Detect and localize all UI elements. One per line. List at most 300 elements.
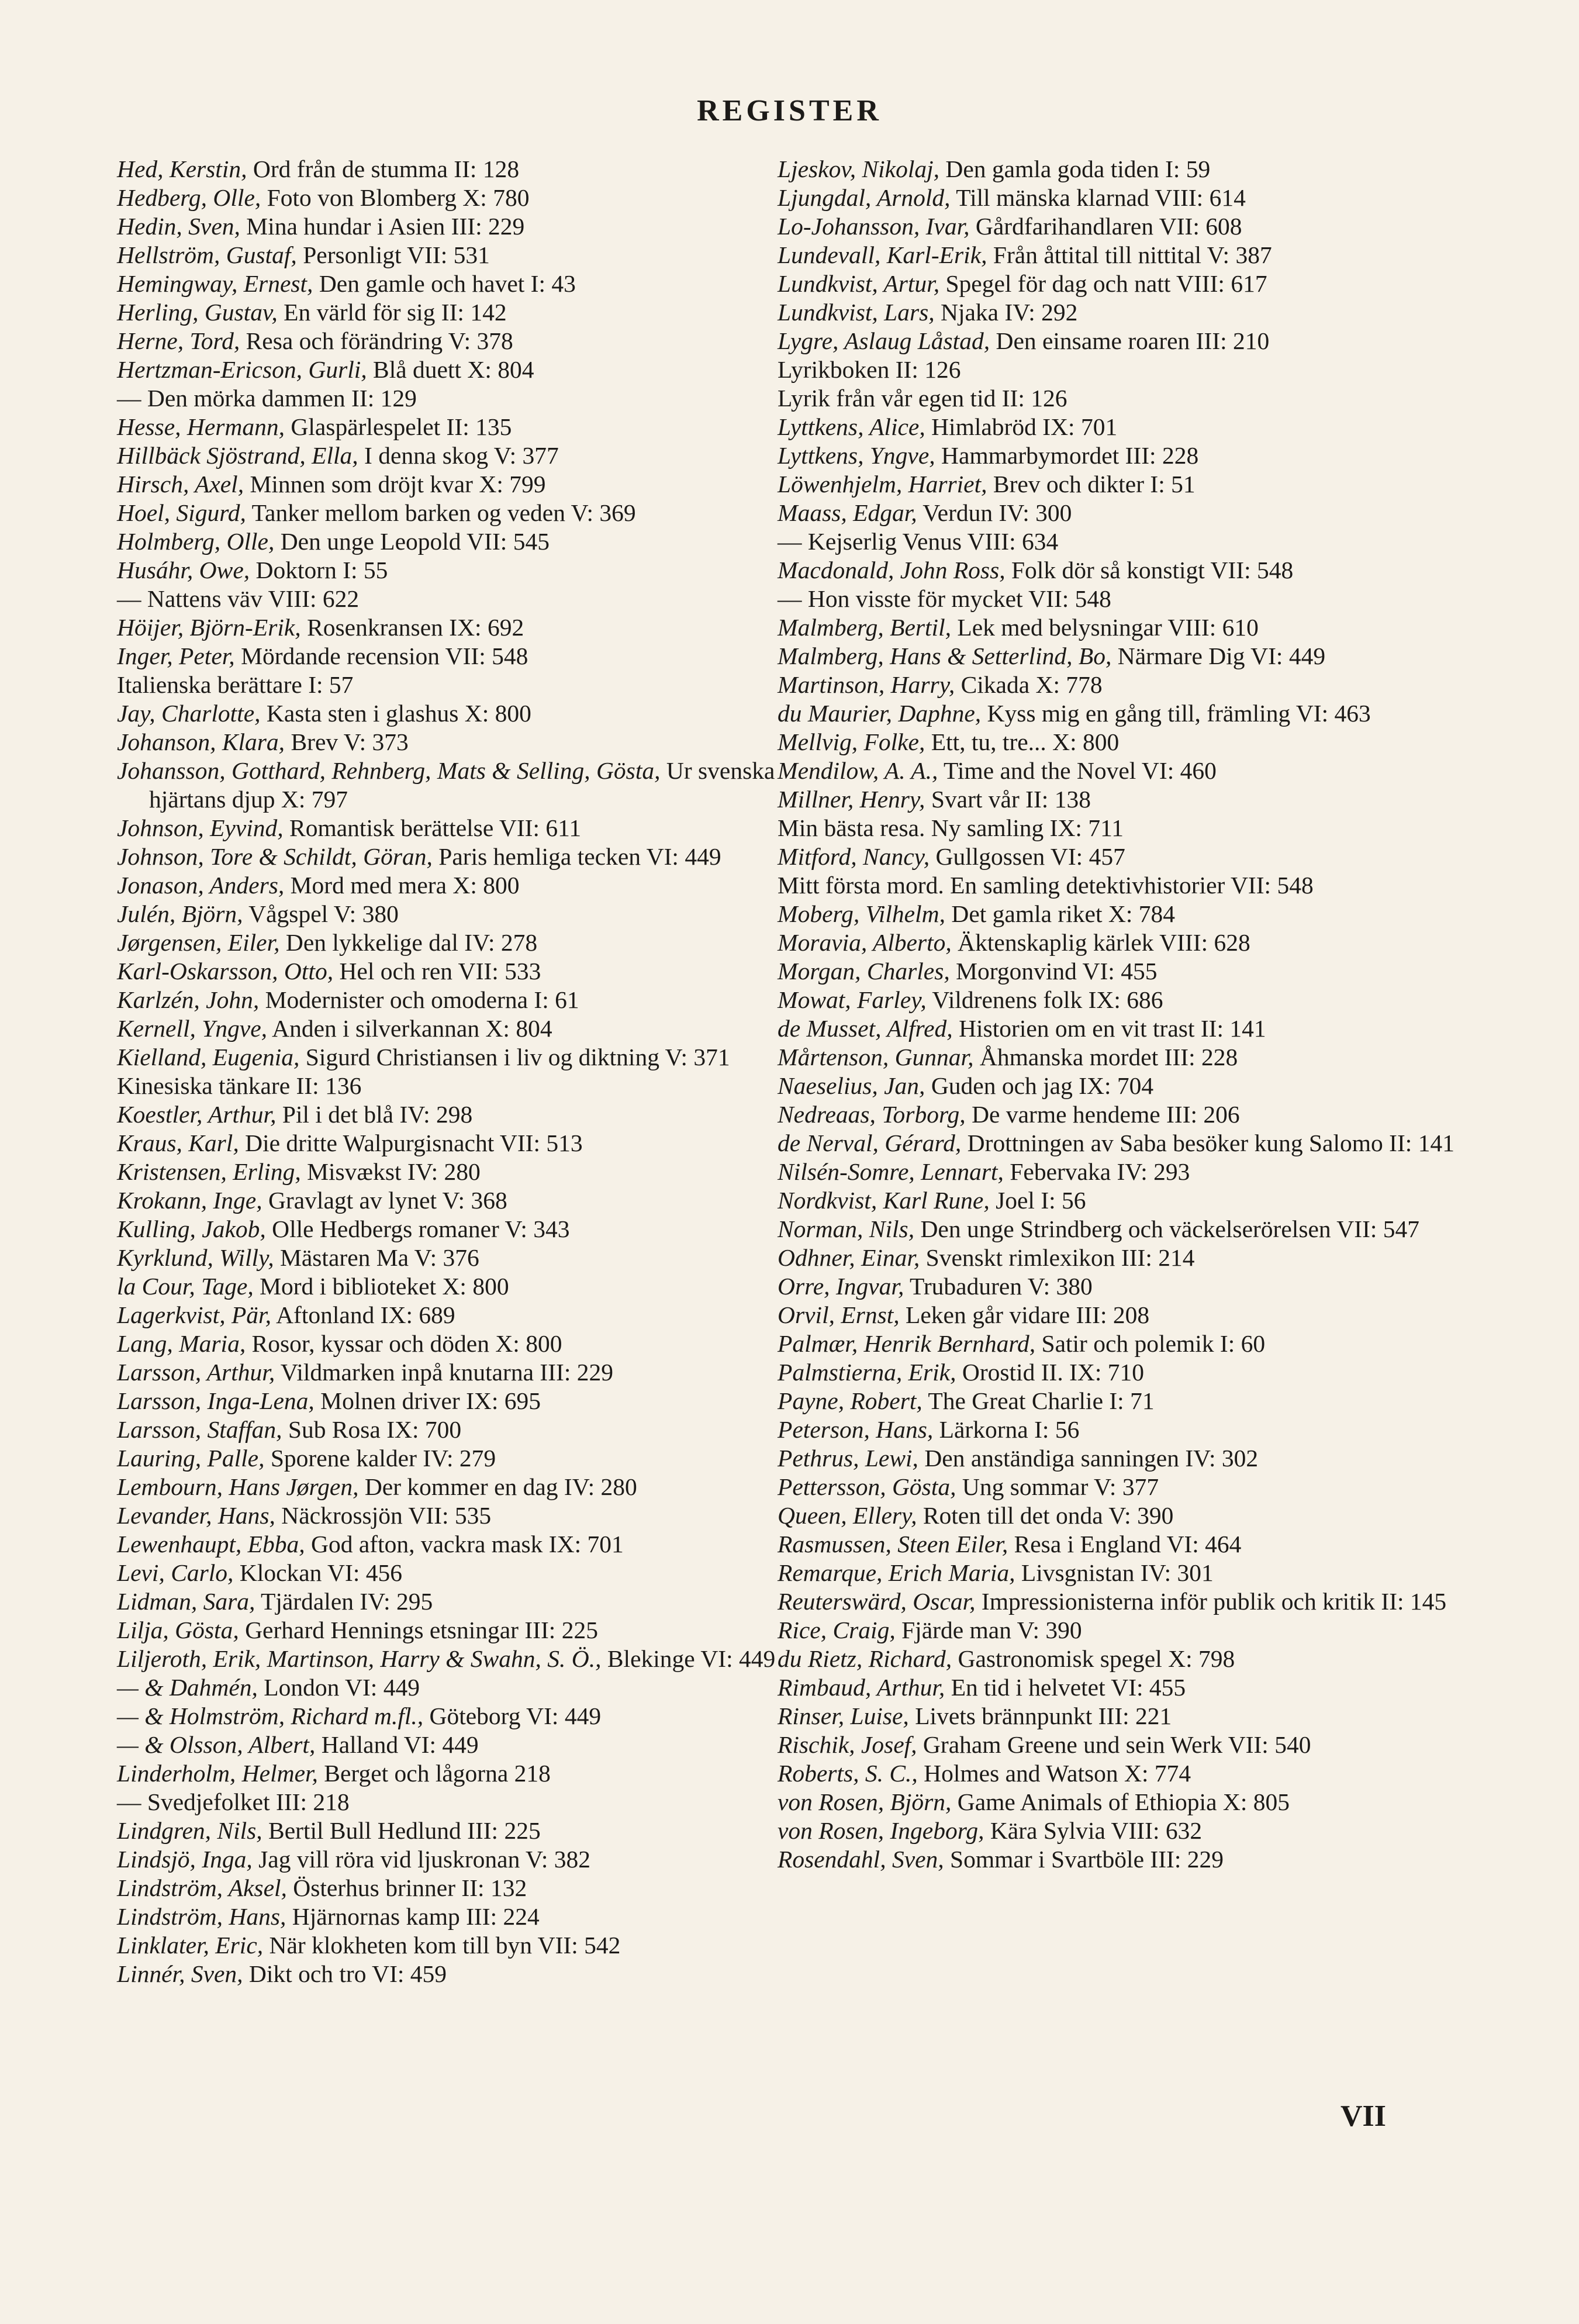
index-entry: [778, 1673, 1464, 1702]
author-name: Linderholm, Helmer,: [117, 1760, 318, 1787]
entry-title-reference: Morgonvind VI: 455: [956, 958, 1158, 985]
index-entry: [117, 527, 804, 556]
entry-title-reference: Halland VI: 449: [321, 1731, 479, 1758]
entry-title-reference: Klockan VI: 456: [239, 1559, 402, 1586]
author-name: Palmstierna, Erik,: [778, 1359, 956, 1386]
index-entry: [117, 355, 804, 384]
index-entry: [117, 241, 804, 270]
author-name: Odhner, Einar,: [778, 1244, 920, 1271]
author-name: Nedreaas, Torborg,: [778, 1101, 966, 1128]
author-name: Hellström, Gustaf,: [117, 241, 297, 268]
entry-title-reference: Der kommer en dag IV: 280: [364, 1473, 637, 1500]
index-entry: [778, 1158, 1464, 1186]
entry-title-reference: Bertil Bull Hedlund III: 225: [268, 1817, 541, 1844]
index-entry: [778, 728, 1464, 757]
author-name: Reuterswärd, Oscar,: [778, 1588, 976, 1615]
entry-title-reference: Himlabröd IX: 701: [931, 413, 1118, 440]
entry-title-reference: Kära Sylvia VIII: 632: [990, 1817, 1203, 1844]
author-name: Morgan, Charles,: [778, 958, 950, 985]
index-entry: [117, 757, 804, 814]
index-entry: [117, 1415, 804, 1444]
entry-title-reference: Mitt första mord. En samling detektivhistorier VII: 548: [778, 872, 1314, 899]
index-entry: [778, 556, 1464, 585]
author-name: Löwenhjelm, Harriet,: [778, 471, 987, 498]
author-name: Mellvig, Folke,: [778, 728, 925, 755]
entry-title-reference: Fjärde man V: 390: [901, 1617, 1082, 1643]
author-name: Hillbäck Sjöstrand, Ella,: [117, 442, 358, 469]
entry-title-reference: Gerhard Hennings etsningar III: 225: [245, 1617, 598, 1643]
author-name: du Rietz, Richard,: [778, 1645, 952, 1672]
index-entry: [117, 384, 804, 413]
entry-title-reference: Molnen driver IX: 695: [320, 1387, 541, 1414]
left-index-column: [117, 155, 804, 1988]
author-name: von Rosen, Björn,: [778, 1788, 952, 1815]
author-name: Lygre, Aslaug Låstad,: [778, 327, 990, 354]
author-name: Jonason, Anders,: [117, 872, 285, 899]
author-name: Queen, Ellery,: [778, 1502, 917, 1529]
entry-title-reference: Ett, tu, tre... X: 800: [931, 728, 1120, 755]
entry-title-reference: Dikt och tro VI: 459: [248, 1960, 447, 1987]
index-entry: [117, 155, 804, 184]
entry-title-reference: Tanker mellom barken og veden V: 369: [251, 499, 636, 526]
author-name: Lang, Maria,: [117, 1330, 246, 1357]
entry-title-reference: Rosor, kyssar och döden X: 800: [251, 1330, 562, 1357]
author-name: Payne, Robert,: [778, 1387, 922, 1414]
entry-title-reference: Hammarbymordet III: 228: [941, 442, 1199, 469]
index-entry: [117, 1902, 804, 1931]
author-name: Linklater, Eric,: [117, 1932, 264, 1959]
entry-title-reference: Time and the Novel VI: 460: [944, 757, 1217, 784]
entry-title-reference: Aftonland IX: 689: [276, 1301, 455, 1328]
index-entry: [117, 1559, 804, 1587]
author-name: Norman, Nils,: [778, 1215, 915, 1242]
author-name: Ljeskov, Nikolaj,: [778, 156, 940, 182]
index-entry: [117, 957, 804, 986]
index-entry: [117, 613, 804, 642]
index-entry: [117, 556, 804, 585]
entry-title-reference: Spegel för dag och natt VIII: 617: [945, 270, 1267, 297]
entry-title-reference: Resa och förändring V: 378: [246, 327, 513, 354]
index-entry: [778, 1645, 1464, 1673]
index-entry: [117, 1931, 804, 1960]
entry-title-reference: Drottningen av Saba besöker kung Salomo II: 141: [967, 1130, 1454, 1156]
entry-title-reference: Näckrossjön VII: 535: [281, 1502, 492, 1529]
entry-title-reference: Till mänska klarnad VIII: 614: [956, 184, 1246, 211]
index-entry: [117, 1072, 804, 1100]
index-entry: [778, 441, 1464, 470]
index-entry: [117, 212, 804, 241]
entry-title-reference: Vildmarken inpå knutarna III: 229: [280, 1359, 613, 1386]
author-name: Lidman, Sara,: [117, 1588, 255, 1615]
entry-title-reference: En värld för sig II: 142: [284, 299, 507, 326]
author-name: Lilja, Gösta,: [117, 1617, 239, 1643]
index-entry: [778, 1301, 1464, 1330]
entry-title-reference: När klokheten kom till byn VII: 542: [269, 1932, 621, 1959]
entry-title-reference: Lyrikboken II: 126: [778, 356, 961, 383]
author-name: Rosendahl, Sven,: [778, 1846, 944, 1873]
entry-title-reference: Graham Greene und sein Werk VII: 540: [922, 1731, 1311, 1758]
author-name: von Rosen, Ingeborg,: [778, 1817, 984, 1844]
index-entry: [117, 470, 804, 499]
entry-title-reference: Misvækst IV: 280: [307, 1158, 481, 1185]
index-entry: [117, 1587, 804, 1616]
entry-title-reference: Impressionisterna inför publik och kritik II: 145: [981, 1588, 1447, 1615]
entry-title-reference: Leken går vidare III: 208: [906, 1301, 1150, 1328]
index-entry: [778, 1272, 1464, 1301]
author-name: Husáhr, Owe,: [117, 557, 250, 583]
index-entry: [117, 1960, 804, 1988]
entry-title-reference: — Nattens väv VIII: 622: [117, 585, 360, 612]
index-entry: [117, 1788, 804, 1817]
author-name: Moravia, Alberto,: [778, 929, 952, 956]
index-entry: [778, 1501, 1464, 1530]
index-entry: [117, 1645, 804, 1673]
author-name: Levi, Carlo,: [117, 1559, 234, 1586]
entry-title-reference: Ung sommar V: 377: [962, 1473, 1159, 1500]
index-entry: [117, 1673, 804, 1702]
index-entry: [778, 1530, 1464, 1559]
author-name: Lyttkens, Alice,: [778, 413, 925, 440]
author-name: Julén, Björn,: [117, 900, 243, 927]
index-entry: [778, 1616, 1464, 1645]
entry-title-reference: Hel och ren VII: 533: [339, 958, 541, 985]
author-name: Maass, Edgar,: [778, 499, 917, 526]
entry-title-reference: Livsgnistan IV: 301: [1021, 1559, 1214, 1586]
author-name: la Cour, Tage,: [117, 1273, 254, 1300]
entry-title-reference: Sporene kalder IV: 279: [270, 1445, 496, 1472]
entry-title-reference: Brev och dikter I: 51: [993, 471, 1196, 498]
entry-title-reference: Cikada X: 778: [960, 671, 1103, 698]
entry-title-reference: Doktorn I: 55: [255, 557, 388, 583]
index-entry: [117, 1301, 804, 1330]
author-name: Remarque, Erich Maria,: [778, 1559, 1015, 1586]
index-entry: [778, 1702, 1464, 1731]
author-name: Karl-Oskarsson, Otto,: [117, 958, 334, 985]
index-entry: [117, 1272, 804, 1301]
right-index-column: [778, 155, 1464, 1874]
index-entry: [117, 1702, 804, 1731]
author-name: Liljeroth, Erik, Martinson, Harry & Swahn, S. Ö.,: [117, 1645, 602, 1672]
entry-title-reference: Hjärnornas kamp III: 224: [292, 1903, 540, 1930]
entry-title-reference: I denna skog V: 377: [364, 442, 559, 469]
index-entry: [117, 1845, 804, 1874]
index-entry: [117, 842, 804, 871]
index-entry: [778, 413, 1464, 441]
entry-title-reference: Det gamla riket X: 784: [951, 900, 1175, 927]
index-entry: [117, 1244, 804, 1272]
index-entry: [778, 1072, 1464, 1100]
index-entry: [778, 613, 1464, 642]
entry-title-reference: Göteborg VI: 449: [429, 1703, 602, 1729]
author-name: Rischik, Josef,: [778, 1731, 917, 1758]
index-entry: [778, 699, 1464, 728]
author-name: Nordkvist, Karl Rune,: [778, 1187, 990, 1214]
index-entry: [778, 1559, 1464, 1587]
entry-title-reference: Österhus brinner II: 132: [293, 1874, 527, 1901]
index-entry: [778, 241, 1464, 270]
author-name: Roberts, S. C.,: [778, 1760, 918, 1787]
entry-title-reference: London VI: 449: [264, 1674, 420, 1701]
page-header: REGISTER: [697, 94, 882, 127]
index-entry: [117, 1530, 804, 1559]
entry-title-reference: Livets brännpunkt III: 221: [915, 1703, 1172, 1729]
author-name: Orvil, Ernst,: [778, 1301, 900, 1328]
author-name: Larsson, Arthur,: [117, 1359, 275, 1386]
entry-title-reference: Sub Rosa IX: 700: [288, 1416, 462, 1443]
entry-title-reference: Kinesiska tänkare II: 136: [117, 1072, 362, 1099]
entry-title-reference: Lärkorna I: 56: [939, 1416, 1080, 1443]
index-entry: [117, 1129, 804, 1158]
entry-title-reference: Från åttital till nittital V: 387: [993, 241, 1272, 268]
entry-title-reference: Paris hemliga tecken VI: 449: [438, 843, 721, 870]
author-name: Larsson, Inga-Lena,: [117, 1387, 315, 1414]
author-name: Martinson, Harry,: [778, 671, 955, 698]
entry-title-reference: Febervaka IV: 293: [1010, 1158, 1190, 1185]
entry-title-reference: Romantisk berättelse VII: 611: [289, 814, 582, 841]
author-name: Nilsén-Somre, Lennart,: [778, 1158, 1004, 1185]
author-name: Johansson, Gotthard, Rehnberg, Mats & Selling, Gösta,: [117, 757, 661, 784]
entry-title-reference: Den unge Leopold VII: 545: [280, 528, 550, 555]
author-name: Linnér, Sven,: [117, 1960, 243, 1987]
entry-title-reference: Åhmanska mordet III: 228: [979, 1044, 1238, 1071]
entry-title-reference: Jag vill röra vid ljuskronan V: 382: [258, 1846, 590, 1873]
entry-title-reference: Den anständiga sanningen IV: 302: [924, 1445, 1259, 1472]
author-name: Lundkvist, Lars,: [778, 299, 935, 326]
index-entry: [117, 327, 804, 355]
entry-title-reference: — Den mörka dammen II: 129: [117, 385, 417, 412]
author-name: Ljungdal, Arnold,: [778, 184, 951, 211]
author-name: Macdonald, John Ross,: [778, 557, 1006, 583]
index-entry: [778, 1759, 1464, 1788]
author-name: Jay, Charlotte,: [117, 700, 261, 727]
index-entry: [117, 1330, 804, 1358]
author-name: Johnson, Tore & Schildt, Göran,: [117, 843, 433, 870]
index-entry: [117, 1616, 804, 1645]
entry-title-reference: Orostid II. IX: 710: [962, 1359, 1145, 1386]
entry-title-reference: Gårdfarihandlaren VII: 608: [975, 213, 1242, 240]
entry-title-reference: Personligt VII: 531: [303, 241, 490, 268]
index-entry: [117, 814, 804, 842]
entry-title-reference: — Hon visste för mycket VII: 548: [778, 585, 1111, 612]
index-entry: [778, 270, 1464, 298]
index-entry: [117, 1817, 804, 1845]
index-entry: [117, 642, 804, 671]
index-entry: [117, 1759, 804, 1788]
entry-title-reference: Den unge Strindberg och väckelserörelsen VII: 547: [920, 1215, 1420, 1242]
entry-title-reference: Mord i biblioteket X: 800: [260, 1273, 509, 1300]
entry-title-reference: God afton, vackra mask IX: 701: [310, 1531, 624, 1558]
entry-title-reference: Roten till det onda V: 390: [922, 1502, 1174, 1529]
author-name: Hemingway, Ernest,: [117, 270, 313, 297]
index-entry: [778, 1043, 1464, 1072]
entry-title-reference: Äktenskaplig kärlek VIII: 628: [958, 929, 1250, 956]
author-name: Rimbaud, Arthur,: [778, 1674, 945, 1701]
index-entry: [117, 184, 804, 212]
entry-title-reference: Mina hundar i Asien III: 229: [246, 213, 525, 240]
author-name: Lauring, Palle,: [117, 1445, 265, 1472]
author-name: — & Dahmén,: [117, 1674, 258, 1701]
index-entry: [117, 1387, 804, 1415]
entry-title-reference: Gullgossen VI: 457: [935, 843, 1125, 870]
index-entry: [778, 1731, 1464, 1759]
author-name: Rice, Craig,: [778, 1617, 896, 1643]
entry-title-reference: Min bästa resa. Ny samling IX: 711: [778, 814, 1124, 841]
entry-title-reference: Resa i England VI: 464: [1014, 1531, 1242, 1558]
author-name: Pethrus, Lewi,: [778, 1445, 918, 1472]
author-name: Johnson, Eyvind,: [117, 814, 284, 841]
index-entry: [778, 785, 1464, 814]
author-name: Mowat, Farley,: [778, 986, 927, 1013]
author-name: Palmær, Henrik Bernhard,: [778, 1330, 1036, 1357]
author-name: Lindgren, Nils,: [117, 1817, 262, 1844]
author-name: Kernell, Yngve,: [117, 1015, 268, 1042]
entry-title-reference: Pil i det blå IV: 298: [282, 1101, 473, 1128]
index-entry: [778, 1444, 1464, 1473]
entry-title-reference: Lek med belysningar VIII: 610: [957, 614, 1259, 641]
entry-title-reference: Mästaren Ma V: 376: [279, 1244, 479, 1271]
author-name: Kristensen, Erling,: [117, 1158, 301, 1185]
index-entry: [117, 1731, 804, 1759]
author-name: Hesse, Hermann,: [117, 413, 285, 440]
entry-title-reference: Brev V: 373: [291, 728, 409, 755]
entry-title-reference: Lyrik från vår egen tid II: 126: [778, 385, 1067, 412]
index-entry: [117, 871, 804, 900]
entry-title-reference: Blekinge VI: 449: [607, 1645, 776, 1672]
author-name: Malmberg, Hans & Setterlind, Bo,: [778, 643, 1112, 669]
index-entry: [778, 1129, 1464, 1158]
entry-title-reference: En tid i helvetet VI: 455: [951, 1674, 1186, 1701]
index-entry: [117, 1501, 804, 1530]
author-name: Inger, Peter,: [117, 643, 235, 669]
author-name: Peterson, Hans,: [778, 1416, 934, 1443]
author-name: Larsson, Staffan,: [117, 1416, 282, 1443]
index-entry: [778, 1330, 1464, 1358]
index-entry: [778, 928, 1464, 957]
author-name: Levander, Hans,: [117, 1502, 275, 1529]
author-name: Höijer, Björn-Erik,: [117, 614, 301, 641]
author-name: Johanson, Klara,: [117, 728, 285, 755]
index-entry: [778, 1014, 1464, 1043]
entry-title-reference: Vildrenens folk IX: 686: [932, 986, 1163, 1013]
author-name: de Nerval, Gérard,: [778, 1130, 962, 1156]
author-name: — & Holmström, Richard m.fl.,: [117, 1703, 424, 1729]
entry-title-reference: — Kejserlig Venus VIII: 634: [778, 528, 1059, 555]
entry-title-reference: Blå duett X: 804: [373, 356, 534, 383]
entry-title-reference: Guden och jag IX: 704: [931, 1072, 1154, 1099]
index-entry: [778, 355, 1464, 384]
entry-title-reference: Folk dör så konstigt VII: 548: [1011, 557, 1294, 583]
entry-title-reference: Mördande recension VII: 548: [241, 643, 528, 669]
author-name: du Maurier, Daphne,: [778, 700, 982, 727]
index-entry: [117, 928, 804, 957]
entry-title-reference: Verdun IV: 300: [922, 499, 1072, 526]
index-entry: [117, 900, 804, 928]
author-name: Lagerkvist, Pär,: [117, 1301, 271, 1328]
entry-title-reference: Italienska berättare I: 57: [117, 671, 354, 698]
entry-title-reference: Holmes and Watson X: 774: [924, 1760, 1191, 1787]
index-entry: [117, 1215, 804, 1244]
index-entry: [778, 1358, 1464, 1387]
author-name: Mårtenson, Gunnar,: [778, 1044, 974, 1071]
entry-title-reference: Sigurd Christiansen i liv og diktning V: 371: [305, 1044, 730, 1071]
author-name: Hedin, Sven,: [117, 213, 240, 240]
index-entry: [778, 1215, 1464, 1244]
index-entry: [117, 1158, 804, 1186]
entry-title-reference: Gravlagt av lynet V: 368: [268, 1187, 507, 1214]
entry-title-reference: Berget och lågorna 218: [324, 1760, 551, 1787]
index-entry: [117, 270, 804, 298]
index-entry: [778, 814, 1464, 842]
author-name: Kraus, Karl,: [117, 1130, 239, 1156]
index-entry: [778, 1788, 1464, 1817]
index-entry: [117, 413, 804, 441]
index-entry: [778, 1587, 1464, 1616]
author-name: Kyrklund, Willy,: [117, 1244, 274, 1271]
index-entry: [778, 1415, 1464, 1444]
entry-title-reference: Ord från de stumma II: 128: [253, 156, 520, 182]
index-entry: [778, 957, 1464, 986]
author-name: Jørgensen, Eiler,: [117, 929, 280, 956]
author-name: Mitford, Nancy,: [778, 843, 930, 870]
index-entry: [117, 728, 804, 757]
entry-title-reference: Njaka IV: 292: [941, 299, 1078, 326]
index-entry: [117, 1874, 804, 1902]
page-number: VII: [1340, 2099, 1386, 2133]
entry-title-reference: Game Animals of Ethiopia X: 805: [957, 1788, 1290, 1815]
author-name: Lyttkens, Yngve,: [778, 442, 935, 469]
index-entry: [778, 1244, 1464, 1272]
index-entry: [117, 699, 804, 728]
entry-title-reference: Den gamle och havet I: 43: [319, 270, 576, 297]
entry-title-reference: Rosenkransen IX: 692: [307, 614, 524, 641]
author-name: Hirsch, Axel,: [117, 471, 244, 498]
author-name: Lindström, Hans,: [117, 1903, 286, 1930]
author-name: Millner, Henry,: [778, 786, 925, 813]
author-name: Rinser, Luise,: [778, 1703, 909, 1729]
entry-title-reference: Sommar i Svartböle III: 229: [950, 1846, 1224, 1873]
entry-title-reference: Svart vår II: 138: [931, 786, 1091, 813]
index-entry: [117, 1473, 804, 1501]
entry-title-reference: Tjärdalen IV: 295: [261, 1588, 433, 1615]
entry-title-reference: Närmare Dig VI: 449: [1117, 643, 1326, 669]
author-name: Hoel, Sigurd,: [117, 499, 246, 526]
author-name: Mendilow, A. A.,: [778, 757, 938, 784]
entry-title-reference: The Great Charlie I: 71: [928, 1387, 1155, 1414]
index-entry: [778, 212, 1464, 241]
entry-title-reference: Historien om en vit trast II: 141: [959, 1015, 1266, 1042]
entry-title-reference: Den einsame roaren III: 210: [996, 327, 1270, 354]
index-entry: [117, 1100, 804, 1129]
index-entry: [778, 1845, 1464, 1874]
author-name: Lundevall, Karl-Erik,: [778, 241, 987, 268]
index-entry: [117, 1186, 804, 1215]
index-entry: [117, 1043, 804, 1072]
index-entry: [117, 671, 804, 699]
entry-title-reference: Trubaduren V: 380: [909, 1273, 1093, 1300]
entry-title-reference: Modernister och omoderna I: 61: [265, 986, 579, 1013]
entry-title-reference: Glaspärlespelet II: 135: [291, 413, 512, 440]
index-entry: [778, 1186, 1464, 1215]
index-entry: [778, 900, 1464, 928]
index-entry: [778, 842, 1464, 871]
entry-title-reference: Foto von Blomberg X: 780: [267, 184, 530, 211]
index-entry: [778, 642, 1464, 671]
author-name: de Musset, Alfred,: [778, 1015, 953, 1042]
author-name: Herne, Tord,: [117, 327, 240, 354]
author-name: Herling, Gustav,: [117, 299, 278, 326]
author-name: Kielland, Eugenia,: [117, 1044, 300, 1071]
index-entry: [778, 871, 1464, 900]
